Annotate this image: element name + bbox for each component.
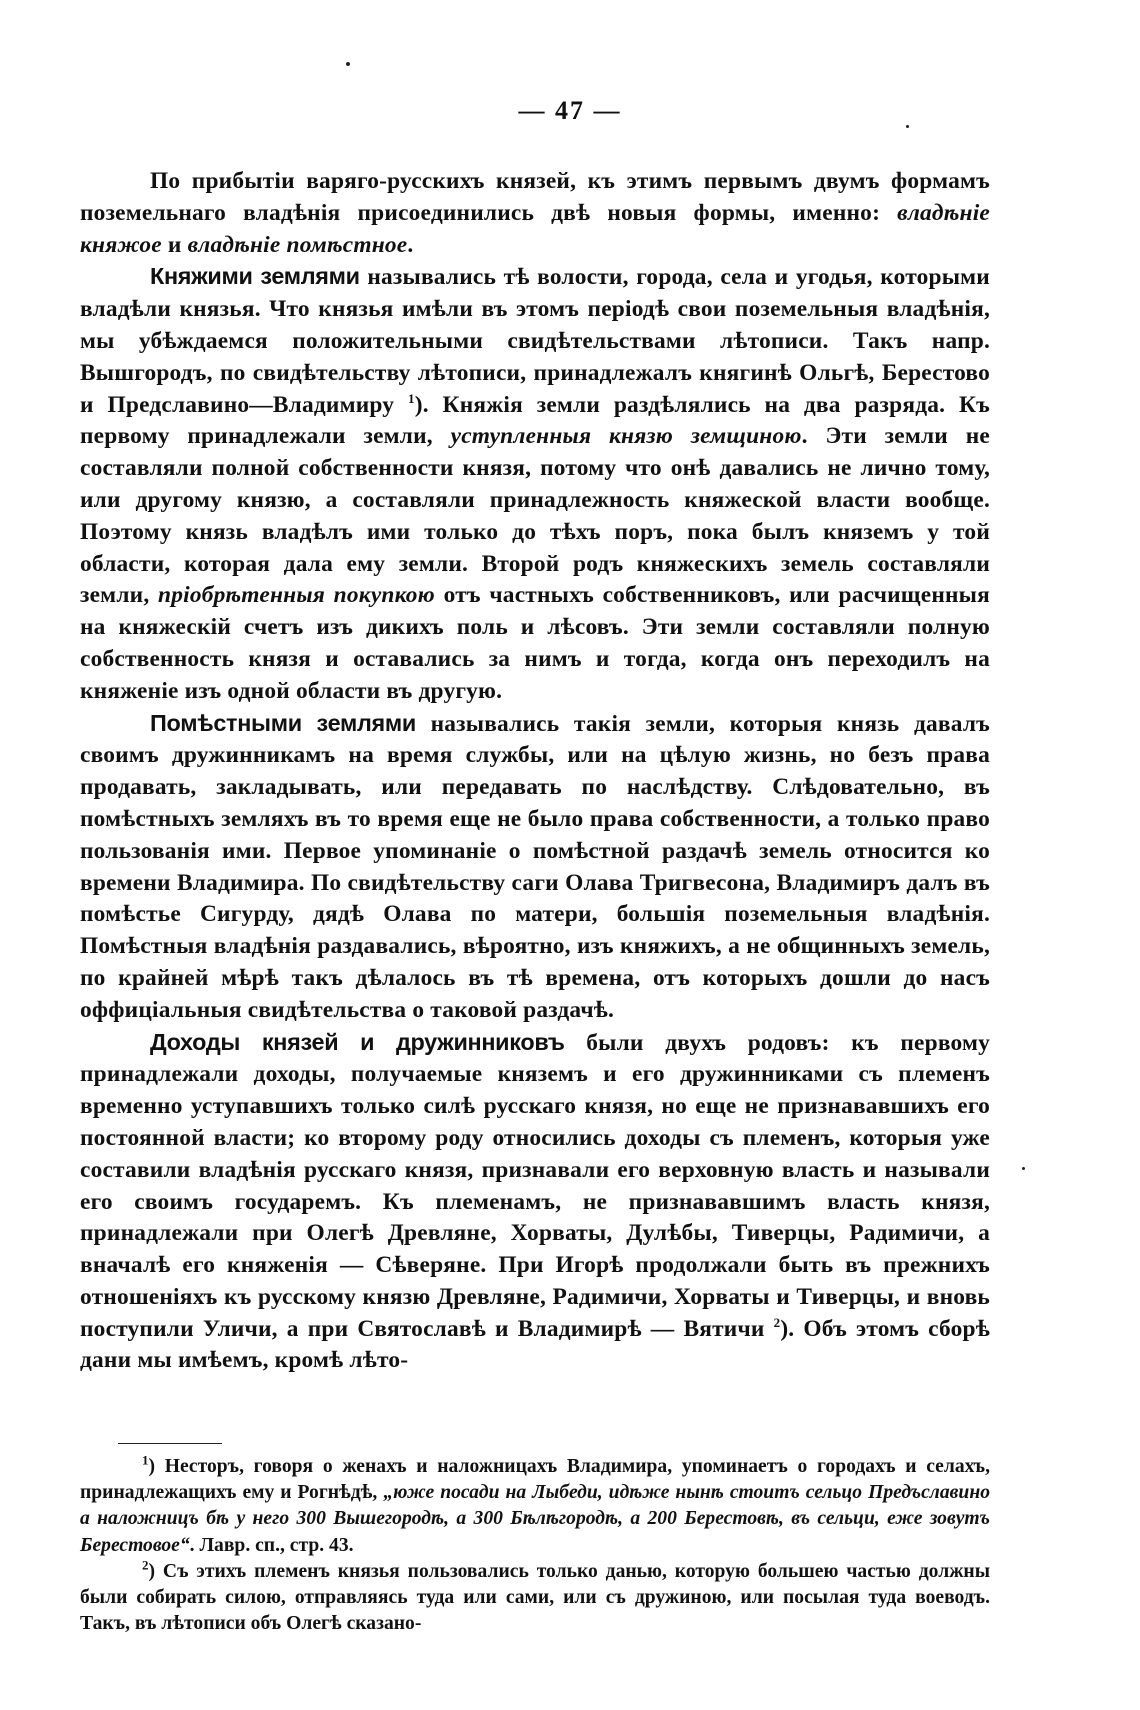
footnote-ref: 2: [773, 1314, 781, 1330]
footnote-ref: 1: [408, 390, 415, 406]
italic-phrase: пріобрѣтенныя покупкою: [158, 582, 435, 609]
footnote-divider: [118, 1443, 222, 1444]
main-text: [80, 166, 990, 1377]
footnote-1: $^1$) Несторъ, говоря о женахъ и наложницахъ Владимира, упоминаетъ о городахъ и селахъ, принадлежащихъ ему и Рогнѣдѣ, „юже посади на Лыбеди, идѣже нынѣ стоитъ сельцо Предъславино а наложницъ бѣ у него 300 Вышегородѣ, а 300 Бѣлѣгородѣ, а 200 Берестовѣ, въ сельци, еже зовутъ Берестовое“. Лавр. сп., стр. 43.: [80, 1452, 990, 1556]
section-term: Помѣстными землями: [150, 709, 416, 736]
footnote-2: $^2$) Съ этихъ племенъ князья пользовались только данью, которую большею частью должны были собирать силою, отправляясь туда или сами, или съ дружиною, или посылая туда воеводъ. Такъ, въ лѣтописи объ Олегѣ сказано-: [80, 1557, 990, 1635]
italic-term: владѣніе княжое: [80, 199, 990, 258]
scan-speck: [1022, 1167, 1025, 1170]
page-number: — 47 —: [518, 96, 622, 125]
section-term: Доходы князей и дружинниковъ: [150, 1028, 565, 1055]
footnote-marker: 1: [142, 1452, 149, 1468]
paragraph-intro: По прибытіи варяго-русскихъ князей, къ этимъ первымъ двумъ формамъ поземельнаго владѣнія присоединились двѣ новыя формы, именно: владѣніе княжое и владѣніе помѣстное.: [80, 168, 990, 258]
paragraph-revenues: Доходы князей и дружинниковъ были двухъ родовъ: къ первому принадлежали доходы, получаемые княземъ и его дружинниками съ племенъ временно уступавшихъ только силѣ русскаго князя, но еще не признававшихъ его постоянной власти; ко второму роду относились доходы съ племенъ, которыя уже составили владѣнія русскаго князя, признавали его верховную власть и называли его своимъ государемъ. Къ племенамъ, не признававшимъ власть князя, принадлежали при Олегѣ Древляне, Хорваты, Дулѣбы, Тиверцы, Радимичи, а вначалѣ его княженія — Сѣверяне. При Игорѣ продолжали быть въ прежнихъ отношеніяхъ къ русскому князю Древляне, Радимичи, Хорваты и Тиверцы, и вновь поступили Уличи, а при Святославѣ и Владимирѣ — Вятичи $^2$). Объ этомъ сборѣ дани мы имѣемъ, кромѣ лѣто-: [80, 1028, 990, 1374]
italic-phrase: уступленныя князю земщиною: [450, 423, 802, 450]
footnotes: [80, 1454, 990, 1637]
paragraph-estate-lands: Помѣстными землями назывались такія земли, которыя князь давалъ своимъ дружинникамъ на время службы, или на цѣлую жизнь, но безъ права продавать, закладывать, или передавать по наслѣдству. Слѣдовательно, въ помѣстныхъ земляхъ въ то время еще не было права собственности, а только право пользованія ими. Первое упоминаніе о помѣстной раздачѣ земель относится ко времени Владимира. По свидѣтельству саги Олава Тригвесона, Владимиръ далъ въ помѣстье Сигурду, дядѣ Олава по матери, большія поземельныя владѣнія. Помѣстныя владѣнія раздавались, вѣроятно, изъ княжихъ, а не общинныхъ земель, по крайней мѣрѣ такъ дѣлалось въ тѣ времена, отъ которыхъ дошли до насъ оффиціальныя свидѣтельства о таковой раздачѣ.: [80, 709, 991, 1023]
footnote-marker: 2: [142, 1557, 149, 1573]
paragraph-princely-lands: Княжими землями назывались тѣ волости, города, села и угодья, которыми владѣли князья. Что князья имѣли въ этомъ періодѣ свои поземельныя владѣнія, мы убѣждаемся положительными свидѣтельствами лѣтописи. Такъ напр. Вышгородъ, по свидѣтельству лѣтописи, принадлежалъ княгинѣ Ольгѣ, Берестово и Предславино—Владимиру $^1$). Княжія земли раздѣлялись на два разряда. Къ первому принадлежали земли, уступленныя князю земщиною. Эти земли не составляли полной собственности князя, потому что онѣ давались не лично тому, или другому князю, а составляли принадлежность княжеской власти вообще. Поэтому князь владѣлъ ими только до тѣхъ поръ, пока былъ княземъ у той области, которая дала ему земли. Второй родъ княжескихъ земель составляли земли, пріобрѣтенныя покупкою отъ частныхъ собственниковъ, или расчищенныя на княжескій счетъ изъ дикихъ поль и лѣсовъ. Эти земли составляли полную собственность князя и оставались за нимъ и тогда, когда онъ переходилъ на княженіе изъ одной области въ другую.: [80, 263, 990, 704]
italic-term: владѣніе помѣстное: [187, 231, 408, 258]
section-term: Княжими землями: [150, 263, 360, 290]
quotation: „юже посади на Лыбеди, идѣже нынѣ стоитъ сельцо Предъславино а наложницъ бѣ у него 300 Вышегородѣ, а 300 Бѣлѣгородѣ, а 200 Берестовѣ, въ сельци, еже зовутъ Берестовое“: [80, 1482, 990, 1556]
scan-speck: [346, 62, 350, 66]
